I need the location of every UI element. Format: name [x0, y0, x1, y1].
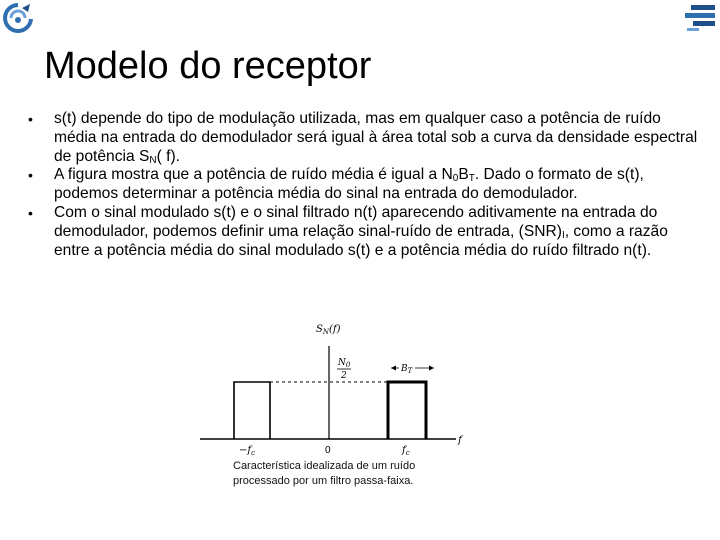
y-axis-label: $S_N(f)$: [316, 324, 341, 336]
level-denominator: 2: [341, 371, 347, 381]
institution-logo-left: [2, 2, 34, 34]
tick-label-pos-fc: $f_c$: [402, 445, 410, 457]
institution-logo-right: [683, 3, 717, 33]
subscript: T: [468, 173, 475, 185]
bullet-text: ( f).: [156, 147, 180, 165]
bullet-list: [26, 110, 706, 260]
subscript: 0: [452, 173, 459, 185]
band-positive: [388, 382, 426, 439]
tick-label-neg-fc: $-f_c$: [239, 445, 256, 457]
tick-label-zero: 0: [325, 445, 331, 456]
bullet-text: Com o sinal modulado s(t) e o sinal filtrado n(t) aparecendo aditivamente na entrada do demodulador, podemos definir uma relação sinal-ruído de entrada, (SNR): [54, 203, 658, 240]
bullet-text: s(t) depende do tipo de modulação utilizada, mas em qualquer caso a potência de ruído média na entrada do demodulador será igual à área total sob a curva da densidade espectral de potência S: [54, 110, 698, 165]
bullet-marker: •: [28, 167, 33, 184]
bullet-text: . Dado o formato de s(t), podemos determinar a potência média do sinal na entrada do demodulador.: [54, 166, 644, 203]
bullet-text: A figura mostra que a potência de ruído média é igual a N: [54, 166, 453, 184]
band-negative: [234, 382, 270, 439]
subscript: I: [561, 229, 565, 241]
bandwidth-label-text: $B_T$: [401, 364, 413, 375]
bullet-item: [26, 110, 706, 166]
bullet-text: , como a razão entre a potência média do sinal modulado s(t) e a potência média do ruído filtrado n(t).: [54, 222, 668, 259]
bullet-marker: •: [28, 204, 33, 221]
x-axis-label: f: [458, 435, 462, 446]
bullet-marker: •: [28, 111, 33, 127]
slide-title: Modelo do receptor: [44, 45, 372, 87]
bullet-item: [26, 204, 706, 260]
bullet-text: B: [458, 166, 469, 184]
bullet-item: [26, 166, 706, 204]
level-numerator: $N_0$: [338, 358, 351, 369]
figure-caption: Característica idealizada de um ruído processado por um filtro passa-faixa.: [233, 460, 416, 487]
subscript: N: [149, 154, 157, 166]
